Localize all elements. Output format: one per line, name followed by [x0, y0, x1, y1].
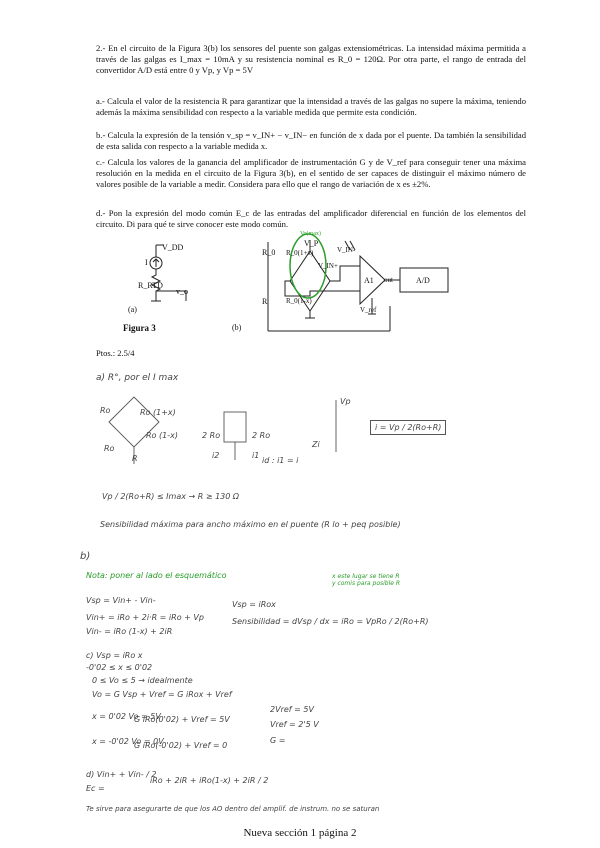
problem-intro: 2.- En el circuito de la Figura 3(b) los sensores del puente son galgas extensiométricas. La intensidad máxima permitida a través de las galgas es I_max = 10mA y su resistencia nominal es R_0 = 120Ω. Por otra parte, el rango de entrada del convertidor A/D está entre 0 y Vp, y Vp = 5V: [96, 43, 526, 76]
hw-a-ro1x: Ro (1+x): [140, 408, 176, 417]
vp-label: V_P: [304, 239, 319, 248]
vdd-label: V_DD: [162, 243, 184, 252]
ad-label: A/D: [416, 276, 430, 285]
figure-caption: Figura 3: [123, 323, 156, 333]
r0-label: R_0: [262, 248, 276, 257]
hw-d-l3: iRo + 2iR + iRo(1-x) + 2iR / 2: [150, 776, 269, 785]
hw-c-l8: G iRo(-0'02) + Vref = 0: [134, 741, 228, 750]
hw-a-id: id : i1 = i: [262, 456, 299, 465]
r0-1x-label: R_0(1+x): [286, 249, 314, 257]
hw-d-l1: d) Vin+ + Vin- / 2: [86, 770, 157, 779]
vin-minus-label: V_IN-: [337, 246, 356, 254]
hw-a-formula: i = Vp / 2(Ro+R): [370, 420, 446, 435]
hw-b-l2: Vin+ = iRo + 2i·R = iRo + Vp: [86, 613, 204, 622]
hw-a-ro: Ro: [100, 406, 111, 415]
hw-b-r2: Sensibilidad = dVsp / dx = iRo = VpRo / 2(Ro+R): [232, 617, 429, 626]
problem-part-c: c.- Calcula los valores de la ganancia del amplificador de instrumentación G y de V_ref para conseguir tener una máxima resolución en la medida en el circuito de la Figura 3(b), en el sentido de ser capaces de distinguir el máximo número de valores posible de la variable a medir. Considera para ello que el rango de variación de x es ±2%.: [96, 157, 526, 190]
vin-plus-label: V_IN+: [318, 262, 338, 270]
hw-a-zi: Zi: [312, 440, 320, 449]
hw-a-vp: Vp: [340, 397, 351, 406]
hw-a-i1: i1: [252, 451, 260, 460]
hw-b-title: b): [80, 551, 91, 562]
a1-label: A1: [364, 276, 374, 285]
green-note-label: Vo(max): [300, 231, 321, 237]
hw-b-r1: Vsp = iRox: [232, 600, 276, 609]
problem-part-d: d.- Pon la expresión del modo común E_c de las entradas del amplificador diferencial en función de los elementos del circuito. Di para qué te sirve conocer este modo común.: [96, 208, 526, 230]
current-label: I: [145, 258, 148, 267]
fig-b-label: (b): [232, 323, 242, 332]
problem-part-a: a.- Calcula el valor de la resistencia R para garantizar que la intensidad a través de las galgas no supere la máxima, teniendo además la máxima sensibilidad con respecto a la variable medida que permite esta condición.: [96, 96, 526, 118]
problem-part-b: b.- Calcula la expresión de la tensión v_sp = v_IN+ − v_IN− en función de x dada por el puente. Da también la sensibilidad de esta salida con respecto a la variable medida x.: [96, 130, 526, 152]
hw-d-l4: Te sirve para asegurarte de que los AO dentro del amplif. de instrum. no se saturan: [86, 805, 380, 813]
hw-c-l1: c) Vsp = iRo x: [86, 651, 143, 660]
hw-a-title: a) R°, por el I max: [96, 373, 179, 383]
hw-b-note: Nota: poner al lado el esquemático: [86, 571, 227, 580]
hw-c-l5: x = 0'02 Vo = 5V: [92, 712, 161, 721]
hw-a-i2: i2: [212, 451, 220, 460]
hw-b-l1: Vsp = Vin+ - Vin-: [86, 596, 156, 605]
score: Ptos.: 2.5/4: [96, 348, 135, 358]
hw-a-note: Sensibilidad máxima para ancho máximo en el puente (R lo + peq posible): [100, 520, 401, 529]
hw-a-eq1: Vp / 2(Ro+R) ≤ Imax → R ≥ 130 Ω: [102, 492, 240, 501]
hw-a-ro-lower: Ro: [104, 444, 115, 453]
hw-c-l4: Vo = G Vsp + Vref = G iRox + Vref: [92, 690, 232, 699]
hw-b-l3: Vin- = iRo (1-x) + 2iR: [86, 627, 173, 636]
hw-c-l3: 0 ≤ Vo ≤ 5 → idealmente: [92, 676, 193, 685]
hw-a-2ro: 2 Ro: [202, 431, 221, 440]
hw-c-l6: G iRo(0'02) + Vref = 5V: [134, 715, 230, 724]
hw-b-green: x este lugar se tiene R y comis para posible R: [332, 573, 401, 587]
r-label: R: [262, 297, 268, 306]
hw-a-bridge: [104, 392, 364, 472]
hw-c-l2: -0'02 ≤ x ≤ 0'02: [86, 663, 153, 672]
out-label: out: [384, 276, 393, 284]
hw-c-r2: Vref = 2'5 V: [270, 720, 319, 729]
hw-c-r1: 2Vref = 5V: [270, 705, 314, 714]
hw-c-r3: G =: [270, 736, 286, 745]
r0-1mx-label: R_0(1-x): [286, 297, 312, 305]
hw-a-2ro-b: 2 Ro: [252, 431, 271, 440]
fig-a-label: (a): [128, 305, 137, 314]
vref-label: V_ref: [360, 306, 377, 314]
hw-a-ro1mx: Ro (1-x): [146, 431, 178, 440]
hw-a-r: R: [132, 454, 138, 463]
hw-c-l7: x = -0'02 Vo = 0V: [92, 737, 164, 746]
vo-label: v_o: [176, 287, 188, 296]
rrtd-label: R_RTD: [138, 281, 163, 290]
hw-d-l2: Ec =: [86, 784, 105, 793]
page-footer: Nueva sección 1 página 2: [243, 827, 357, 839]
